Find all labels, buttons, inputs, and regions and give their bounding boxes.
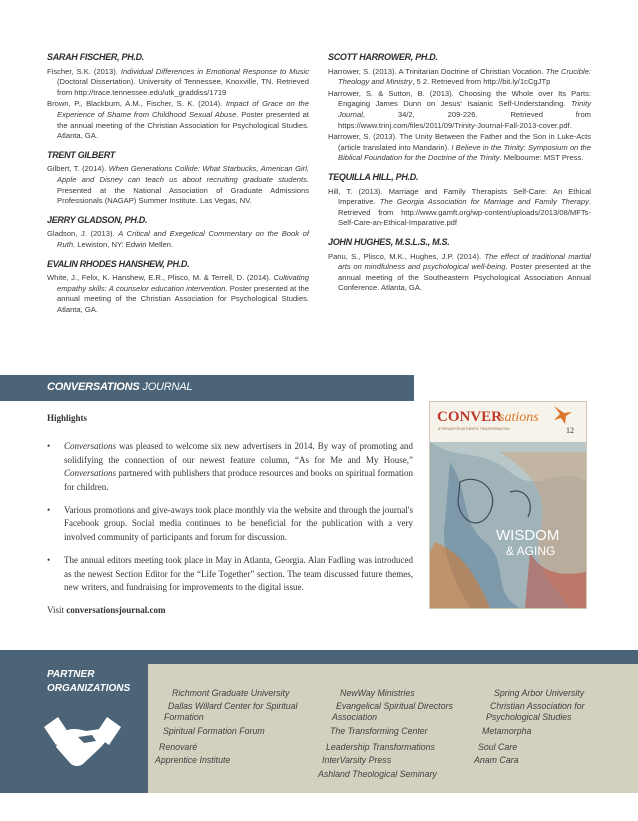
author-heading: EVALIN RHODES HANSHEW, PH.D. xyxy=(47,258,190,269)
citation-text: . Lewiston, NY: Edwin Mellen. xyxy=(73,239,174,249)
cover-title-1: WISDOM xyxy=(496,527,560,544)
cover-issue-number: 12 xyxy=(566,426,574,435)
author-heading: TEQUILLA HILL, PH.D. xyxy=(328,171,419,182)
citation-title: Trinity Journal xyxy=(338,99,591,119)
author-heading: SARAH FISCHER, PH.D. xyxy=(47,52,145,62)
highlight-item: • The annual editors meeting took place in May in Atlanta, Georgia. Alan Fadling was introduced as the newest Section Editor for the “Life Together” section. The team discussed future themes, new writers, and fundraising for improvements to the digital issue. xyxy=(47,555,413,593)
partner-org: Association xyxy=(332,712,377,722)
citation-text: Harrower, S. (2013). The Unity Between the Father and the Son in Luke-Acts (article translated into Mandarin). xyxy=(328,132,591,152)
partner-org: Apprentice Institute xyxy=(155,755,231,765)
partner-org: Leadership Transformations xyxy=(326,742,435,752)
citation-title: Individual Differences in Emotional Response to Music xyxy=(120,66,310,76)
left-publications-column xyxy=(47,52,309,316)
partner-heading: PARTNER ORGANIZATIONS xyxy=(47,669,131,694)
citation-entry xyxy=(47,99,309,141)
partner-org: Spiritual Formation Forum xyxy=(163,726,265,736)
author-heading: JERRY GLADSON, PH.D. xyxy=(47,214,148,225)
citation-text: . Poster presented at the annual meeting of the Southeastern Psychological Association Annual Conference. Atlanta, GA. xyxy=(338,262,591,293)
citation-title: The effect of traditional martial arts on mindfulness and psychological well-being xyxy=(338,251,591,272)
partner-org: Spring Arbor University xyxy=(494,688,585,698)
journal-banner-title: CONVERSATIONS JOURNAL xyxy=(47,381,193,393)
partner-org: NewWay Ministries xyxy=(340,688,415,698)
cover-artwork xyxy=(430,402,586,608)
partner-org: Formation xyxy=(164,712,204,722)
citation-text: Hill, T. (2013). Marriage and Family Therapists Self-Care: An Ethical Imperative. xyxy=(328,186,591,207)
citation-title: A Critical and Exegetical Commentary on the Book of Ruth xyxy=(57,229,309,249)
citation-text: Gilbert, T. (2014). xyxy=(47,164,109,174)
author-heading: JOHN HUGHES, M.S.L.S., M.S. xyxy=(328,236,450,247)
citation-entry xyxy=(328,67,591,88)
citation-title: Impact of Grace on the Experience of Shame from Childhood Sexual Abuse xyxy=(57,99,309,119)
citation-text: Gladson, J. (2013). xyxy=(47,229,119,239)
visit-line: Visit conversationsjournal.com xyxy=(47,605,166,616)
citation-entry xyxy=(47,273,309,315)
citation-text: Fischer, S.K. (2013). xyxy=(47,66,121,76)
highlight-item: • Conversations was pleased to welcome six new advertisers in 2014. By way of promoting and solidifying the connection of our newest feature column, “As for Me and My House,” Conversations partnered with publishers that produce resources and books on spiritual formation for children. xyxy=(47,441,413,492)
citation-entry xyxy=(328,89,591,131)
citation-entry xyxy=(47,67,309,99)
author-heading: TRENT GILBERT xyxy=(47,149,115,160)
journal-section xyxy=(47,412,413,618)
partner-org: Metamorpha xyxy=(482,726,532,736)
partner-org: Richmont Graduate University xyxy=(172,688,290,698)
citation-entry xyxy=(47,164,309,206)
citation-text: , 34/2, 209-226. Retrieved from https://www.trinj.com/files/2011/09/Trinity-Journal-Fall-2013-cover.pdf. xyxy=(338,109,591,130)
citation-text: White, J., Felix, K. Hanshew, E.R., Plisco, M. & Terrell, D. (2014). xyxy=(47,273,274,283)
partner-org: Evangelical Spiritual Directors xyxy=(336,701,453,711)
citation-text: . Melbourne: MST Press. xyxy=(499,153,584,163)
citation-entry xyxy=(328,132,591,164)
partner-org: Christian Association for xyxy=(490,701,585,711)
citation-title: When Generations Collide: What Starbucks, American Girl, Apple and Disney can teach us about recruiting graduate students xyxy=(57,164,309,184)
highlights-heading: Highlights xyxy=(47,413,88,423)
citation-text: Brown, P., Blackburn, A.M., Fischer, S. K. (2014). xyxy=(47,99,226,109)
journal-website-link[interactable]: conversationsjournal.com xyxy=(66,605,166,616)
right-publications-column xyxy=(328,52,591,295)
partner-org: The Transforming Center xyxy=(330,726,428,736)
citation-text: . Poster presented at the annual meeting of the Christian Association for Psychological Studies. Atlanta, GA. xyxy=(57,283,309,314)
cover-masthead-b: sations xyxy=(499,410,539,425)
partner-org: Psychological Studies xyxy=(486,712,572,722)
highlight-item: • Various promotions and give-aways took place monthly via the website and through the journal's Facebook group. Social media continues to be beneficial for the publication with a very involved community of participants and forum for discussion. xyxy=(47,505,413,542)
citation-title: I Believe in the Trinity: Symposium on the Biblical Foundation for the Doctrine of the Trinity xyxy=(338,142,591,163)
citation-title: The Georgia Association for Marriage and Family Therapy xyxy=(379,197,589,207)
partner-org: Dallas Willard Center for Spiritual xyxy=(168,701,298,711)
citation-text: . Retrieved from http://www.gamft.org/wp-content/uploads/2013/08/MFTs-Self-Care-an-Ethical-Imparative.pdf xyxy=(338,197,591,228)
citation-text: Harrower, S. (2013). A Trinitarian Doctrine of Christian Vocation. xyxy=(328,66,546,76)
citation-text: Harrower, S. & Sutton, B. (2013). Choosing the Whole over Its Parts: Engaging James Dunn on Jesus' Isaianic Self-Understanding. xyxy=(328,88,591,109)
citation-entry xyxy=(47,229,309,250)
handshake-icon xyxy=(40,713,125,776)
citation-text: , 5 2. Retrieved from http://bit.ly/1cCgJTp xyxy=(412,77,551,87)
partner-org: Anam Cara xyxy=(474,755,519,765)
citation-text: . Presented at the National Association of Graduate Admissions Professionals (NAGAP) Summer Institute. Las Vegas, NV. xyxy=(57,174,309,206)
cover-tagline: A FORUM FOR AUTHENTIC TRANSFORMATION xyxy=(438,427,510,431)
cover-title-2: & AGING xyxy=(506,544,556,558)
magazine-cover-image xyxy=(429,401,587,609)
partner-org: Ashland Theological Seminary xyxy=(318,769,437,779)
partner-org: Soul Care xyxy=(478,742,518,752)
partner-org: Renovaré xyxy=(159,742,198,752)
citation-entry xyxy=(328,187,591,229)
citation-entry xyxy=(328,252,591,294)
cover-masthead-a: CONVER xyxy=(437,409,503,425)
partner-org: InterVarsity Press xyxy=(322,755,392,765)
author-heading: SCOTT HARROWER, PH.D. xyxy=(328,52,438,62)
citation-text: . Poster presented at the annual meeting of the Christian Association for Psychological Studies. Atlanta, GA. xyxy=(57,109,309,141)
conversations-journal-banner xyxy=(0,375,414,401)
citation-title: Cultivating empathy skills: A counselor education intervention xyxy=(57,273,309,293)
highlights-list xyxy=(47,440,413,594)
citation-text: Panu, S., Plisco, M.K., Hughes, J.P. (2014). xyxy=(328,251,485,261)
citation-text: (Doctoral Dissertation). University of Tennessee, Knoxville, TN. Retrieved from http://trace.tennessee.edu/utk_graddiss/1719 xyxy=(57,77,309,97)
citation-title: The Crucible: Theology and Ministry xyxy=(338,66,591,87)
